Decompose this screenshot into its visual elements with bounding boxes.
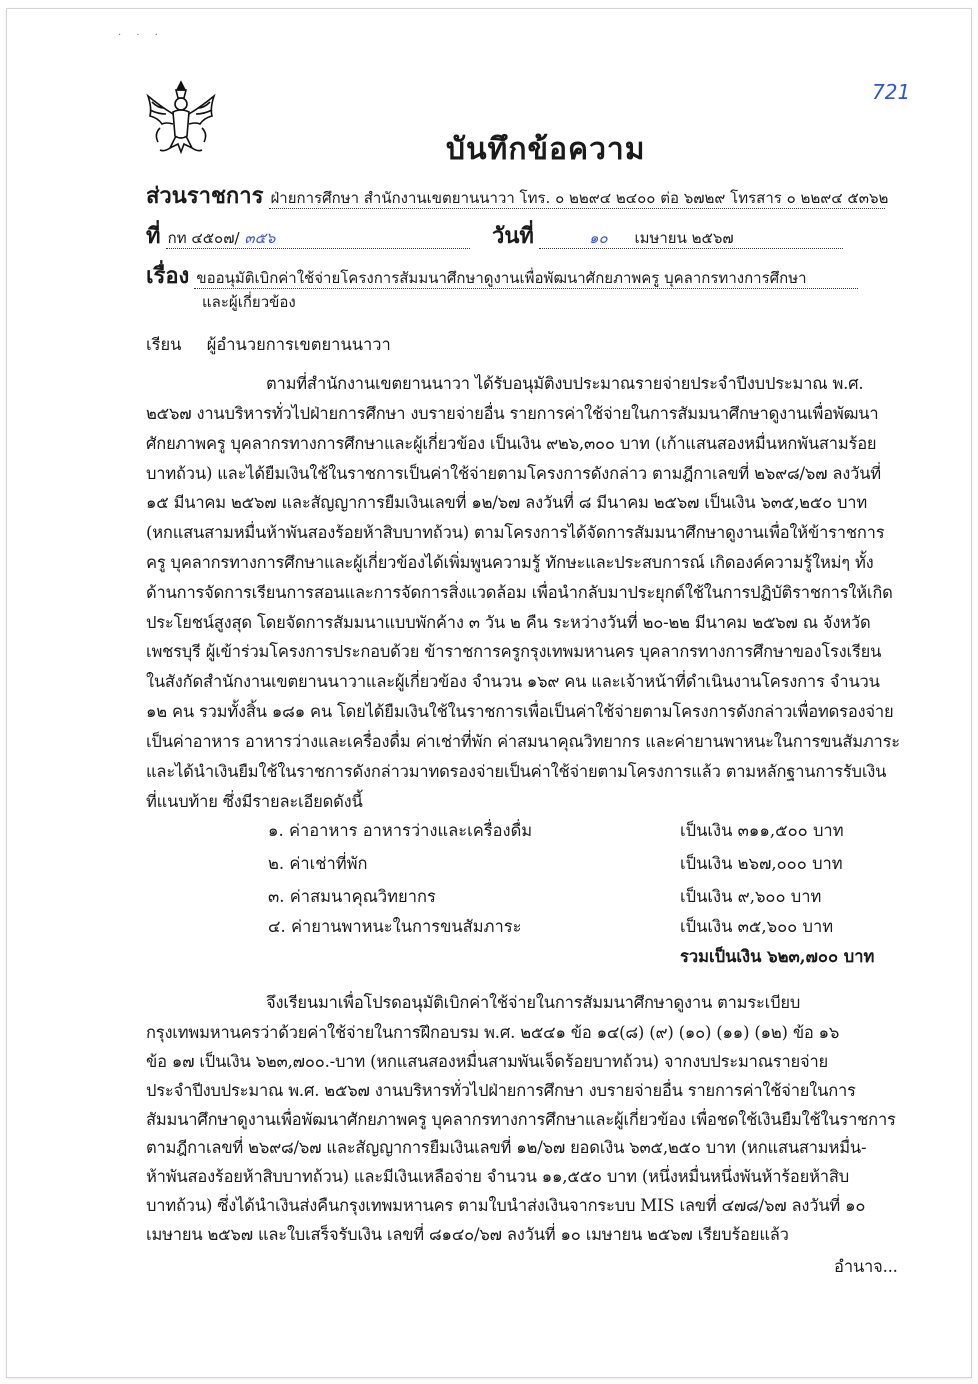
para1-line: เป็นค่าอาหาร อาหารว่างและเครื่องดื่ม ค่าเช่าที่พัก ค่าสมนาคุณวิทยากร และค่ายานพาหนะในการขนสัมภาระ bbox=[146, 732, 900, 751]
para1-line: ประโยชน์สูงสุด โดยจัดการสัมมนาแบบพักค้าง ๓ วัน ๒ คืน ระหว่างวันที่ ๒๐-๒๒ มีนาคม ๒๕๖๗ ณ จังหวัด bbox=[146, 613, 871, 632]
expense-item-label: ๒. ค่าเช่าที่พัก bbox=[268, 854, 368, 873]
para1-line: ด้านการจัดการเรียนการสอนและการจัดการสิ่งแวดล้อม เพื่อนำกลับมาประยุกต์ใช้ในการปฏิบัติราชการให้เกิด bbox=[146, 583, 893, 602]
para1-line: ตามที่สำนักงานเขตยานนาวา ได้รับอนุมัติงบประมาณรายจ่ายประจำปีงบประมาณ พ.ศ. bbox=[266, 374, 864, 393]
para1-line: ๑๒ คน รวมทั้งสิ้น ๑๘๑ คน โดยได้ยืมเงินใช้ในราชการเพื่อเป็นค่าใช้จ่ายตามโครงการดังกล่าวเพื่อทดรองจ่าย bbox=[146, 702, 894, 721]
para1-line: (หกแสนสามหมื่นห้าพันสองร้อยห้าสิบบาทถ้วน) ตามโครงการได้จัดการสัมมนาศึกษาดูงานเพื่อให้ข้าราชการ bbox=[146, 523, 885, 542]
expense-item-amount: เป็นเงิน ๒๖๗,๐๐๐ บาท bbox=[680, 854, 843, 873]
scan-specks: · · · bbox=[118, 30, 164, 41]
agency-label: ส่วนราชการ bbox=[146, 183, 264, 209]
para2-line: กรุงเทพมหานครว่าด้วยค่าใช้จ่ายในการฝึกอบรม พ.ศ. ๒๕๔๑ ข้อ ๑๔(๘) (๙) (๑๐) (๑๑) (๑๒) ข้อ ๑๖ bbox=[146, 1023, 840, 1042]
date-day: ๑๐ bbox=[589, 229, 608, 247]
expense-item-amount: เป็นเงิน ๙,๖๐๐ บาท bbox=[680, 887, 822, 906]
expense-item-label: ๔. ค่ายานพาหนะในการขนสัมภาระ bbox=[268, 917, 522, 936]
para2-line: ห้าพันสองร้อยห้าสิบบาทถ้วน) และมีเงินเหลือจ่าย จำนวน ๑๑,๕๕๐ บาท (หนึ่งหมื่นหนึ่งพันห้าร้อยห้าสิบ bbox=[146, 1167, 849, 1186]
ref-value: กท ๔๕๐๗/ bbox=[167, 229, 240, 247]
subject-row bbox=[146, 258, 858, 293]
expense-item-label: ๑. ค่าอาหาร อาหารว่างและเครื่องดื่ม bbox=[268, 821, 533, 840]
para1-line: ศักยภาพครู บุคลากรทางการศึกษาและผู้เกี่ยวข้อง เป็นเงิน ๙๒๖,๓๐๐ บาท (เก้าแสนสองหมื่นหกพันสามร้อย bbox=[146, 434, 877, 453]
para1-line: เพชรบุรี ผู้เข้าร่วมโครงการประกอบด้วย ข้าราชการครูกรุงเทพมหานคร บุคลากรทางการศึกษาของโรงเรียน bbox=[146, 642, 882, 661]
para2-line: สัมมนาศึกษาดูงานเพื่อพัฒนาศักยภาพครู บุคลากรทางการศึกษาและผู้เกี่ยวข้อง เพื่อชดใช้เงินยืมใช้ในราชการ bbox=[146, 1110, 896, 1129]
para2-line: เมษายน ๒๕๖๗ และใบเสร็จรับเงิน เลขที่ ๘๑๔๐/๖๗ ลงวันที่ ๑๐ เมษายน ๒๕๖๗ เรียบร้อยแล้ว bbox=[146, 1225, 789, 1244]
continued-text: อำนาจ... bbox=[834, 1257, 898, 1276]
para2-line: บาทถ้วน) ซึ่งได้นำเงินส่งคืนกรุงเทพมหานคร ตามใบนำส่งเงินจากระบบ MIS เลขที่ ๔๗๘/๖๗ ลงวันที่ ๑๐ bbox=[146, 1196, 866, 1215]
date-label: วันที่ bbox=[492, 223, 534, 249]
subject-line1: ขออนุมัติเบิกค่าใช้จ่ายโครงการสัมมนาศึกษาดูงานเพื่อพัฒนาศักยภาพครู บุคลากรทางการศึกษา bbox=[194, 268, 858, 289]
para1-line: บาทถ้วน) และได้ยืมเงินใช้ในราชการเป็นค่าใช้จ่ายตามโครงการดังกล่าว ตามฎีกาเลขที่ ๒๖๙๘/๖๗ ลงวันที่ bbox=[146, 464, 881, 483]
to-value: ผู้อำนวยการเขตยานนาวา bbox=[206, 335, 391, 354]
para1-line: ครู บุคลากรทางการศึกษาและผู้เกี่ยวข้องได้เพิ่มพูนความรู้ ทักษะและประสบการณ์ เกิดองค์ความรู้ใหม่ๆ ทั้ง bbox=[146, 553, 874, 572]
page-title: บันทึกข้อความ bbox=[446, 132, 646, 167]
date-rest: เมษายน ๒๕๖๗ bbox=[634, 229, 734, 247]
expense-item-label: ๓. ค่าสมนาคุณวิทยากร bbox=[268, 887, 436, 906]
subject-line2: และผู้เกี่ยวข้อง bbox=[202, 293, 296, 311]
para2-line: ตามฎีกาเลขที่ ๒๖๙๘/๖๗ และสัญญาการยืมเงินเลขที่ ๑๒/๖๗ ยอดเงิน ๖๓๕,๒๕๐ บาท (หกแสนสามหมื่น- bbox=[146, 1138, 867, 1157]
para1-line: ๑๕ มีนาคม ๒๕๖๗ และสัญญาการยืมเงินเลขที่ ๑๒/๖๗ ลงวันที่ ๘ มีนาคม ๒๕๖๗ เป็นเงิน ๖๓๕,๒๕๐ บาท bbox=[146, 493, 868, 512]
to-label: เรียน bbox=[146, 335, 182, 354]
para1-line: ที่แนบท้าย ซึ่งมีรายละเอียดดังนี้ bbox=[146, 792, 363, 811]
expense-total: รวมเป็นเงิน ๖๒๓,๗๐๐ บาท bbox=[680, 947, 875, 966]
to-row bbox=[146, 332, 391, 358]
ref-row bbox=[146, 218, 470, 253]
para1-line: ๒๕๖๗ งานบริหารทั่วไปฝ่ายการศึกษา งบรายจ่ายอื่น รายการค่าใช้จ่ายในการสัมมนาศึกษาดูงานเพื่อพัฒนา bbox=[146, 404, 879, 423]
agency-row bbox=[146, 178, 889, 213]
expense-item-amount: เป็นเงิน ๓๑๑,๕๐๐ บาท bbox=[680, 821, 844, 840]
date-row bbox=[492, 218, 843, 253]
page-number-handwritten: 721 bbox=[872, 80, 911, 104]
ref-handwritten: ๓๕๖ bbox=[244, 229, 276, 247]
subject-label: เรื่อง bbox=[146, 263, 190, 289]
expense-item-amount: เป็นเงิน ๓๕,๖๐๐ บาท bbox=[680, 917, 834, 936]
para2-line: จึงเรียนมาเพื่อโปรดอนุมัติเบิกค่าใช้จ่ายในการสัมมนาศึกษาดูงาน ตามระเบียบ bbox=[266, 993, 801, 1012]
para1-line: ในสังกัดสำนักงานเขตยานนาวาและผู้เกี่ยวข้อง จำนวน ๑๖๙ คน และเจ้าหน้าที่ดำเนินงานโครงการ จำนวน bbox=[146, 672, 880, 691]
para2-line: ประจำปีงบประมาณ พ.ศ. ๒๕๖๗ งานบริหารทั่วไปฝ่ายการศึกษา งบรายจ่ายอื่น รายการค่าใช้จ่ายในการ bbox=[146, 1081, 856, 1100]
para2-line: ข้อ ๑๗ เป็นเงิน ๖๒๓,๗๐๐.-บาท (หกแสนสองหมื่นสามพันเจ็ดร้อยบาทถ้วน) จากงบประมาณรายจ่าย bbox=[146, 1052, 828, 1071]
ref-label: ที่ bbox=[146, 223, 161, 249]
para1-line: และได้นำเงินยืมใช้ในราชการดังกล่าวมาทดรองจ่ายเป็นค่าใช้จ่ายตามโครงการแล้ว ตามหลักฐานการรับเงิน bbox=[146, 762, 887, 781]
agency-value: ฝ่ายการศึกษา สำนักงานเขตยานนาวา โทร. ๐ ๒๒๙๔ ๒๔๐๐ ต่อ ๖๗๒๙ โทรสาร ๐ ๒๒๙๔ ๕๓๖๒ bbox=[270, 189, 889, 207]
garuda-emblem-icon bbox=[140, 78, 222, 158]
